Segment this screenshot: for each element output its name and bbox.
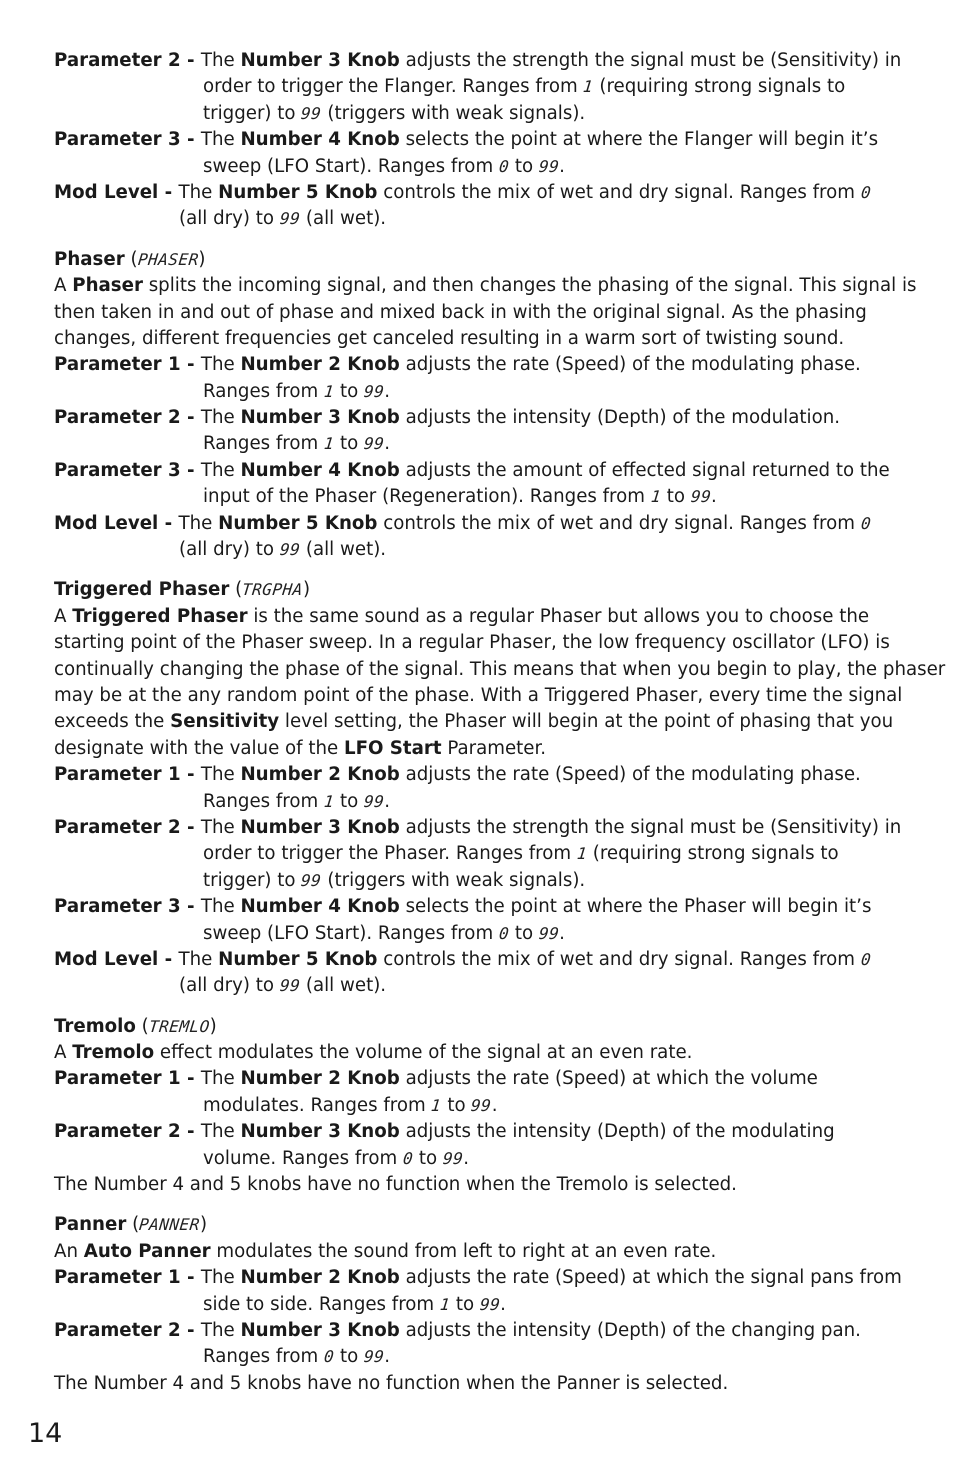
flanger-param2-line2: order to trigger the Flanger. Ranges from 1 (requiring strong signals to (54, 74, 904, 100)
phaser-mod-line2: (all dry) to 99 (all wet). (54, 537, 904, 563)
lcd-value: 99 (537, 923, 561, 943)
trig-mod-line1: Mod Level - The Number 5 Knob controls the mix of wet and dry signal. Ranges from 0 (54, 947, 904, 973)
lcd-value: 0 (859, 182, 872, 202)
panner-param1-line2: side to side. Ranges from 1 to 99. (54, 1292, 904, 1318)
trig-phaser-intro-2: starting point of the Phaser sweep. In a regular Phaser, the low frequency oscillator (LFO) is (54, 632, 890, 654)
trig-param2-line1: Parameter 2 - The Number 3 Knob adjusts the strength the signal must be (Sensitivity) in (54, 816, 902, 838)
panner-heading: Panner (PANNER) (54, 1212, 904, 1238)
trig-param3-line2: sweep (LFO Start). Ranges from 0 to 99. (54, 921, 904, 947)
lcd-value: 99 (478, 1294, 502, 1314)
lcd-value: 0 (498, 156, 511, 176)
manual-page (54, 48, 946, 1397)
lcd-value: 99 (363, 381, 386, 401)
tremolo-param2-line1: Parameter 2 - The Number 3 Knob adjusts the intensity (Depth) of the modulating (54, 1121, 835, 1143)
panner-param1-line1: Parameter 1 - The Number 2 Knob adjusts the rate (Speed) at which the signal pans from (54, 1267, 902, 1289)
phaser-param2-line1: Parameter 2 - The Number 3 Knob adjusts the intensity (Depth) of the modulation. (54, 407, 841, 429)
lcd-value: 1 (323, 434, 336, 454)
lcd-code: PHASER (136, 249, 200, 269)
panner-note: The Number 4 and 5 knobs have no function when the Panner is selected. (54, 1372, 729, 1394)
tremolo-param1-line2: modulates. Ranges from 1 to 99. (54, 1093, 904, 1119)
phaser-param3-line2: input of the Phaser (Regeneration). Ranges from 1 to 99. (54, 484, 904, 510)
trig-phaser-intro-6: designate with the value of the LFO Start Parameter. (54, 737, 547, 759)
lcd-value: 0 (323, 1347, 336, 1367)
phaser-intro-3: changes, different frequencies get canceled resulting in a warm sort of twisting sound. (54, 327, 845, 349)
flanger-param3-line1: Parameter 3 - The Number 4 Knob selects the point at where the Flanger will begin it’s (54, 129, 879, 151)
lcd-value: 99 (363, 791, 386, 811)
lcd-value: 99 (300, 870, 323, 890)
lcd-value: 1 (323, 381, 336, 401)
trig-phaser-intro-1: A Triggered Phaser is the same sound as a regular Phaser but allows you to choose the (54, 605, 870, 627)
trig-phaser-intro-4: may be at the any random point of the phase. With a Triggered Phaser, every time the signal (54, 684, 903, 706)
trig-param2-line2: order to trigger the Phaser. Ranges from 1 (requiring strong signals to (54, 841, 904, 867)
phaser-mod-line1: Mod Level - The Number 5 Knob controls the mix of wet and dry signal. Ranges from 0 (54, 511, 904, 537)
lcd-value: 1 (582, 77, 595, 97)
lcd-code: PANNER (138, 1215, 202, 1235)
trig-param3-line1: Parameter 3 - The Number 4 Knob selects the point at where the Phaser will begin it’s (54, 896, 872, 918)
lcd-value: 0 (402, 1148, 415, 1168)
lcd-value: 99 (363, 1347, 386, 1367)
phaser-heading: Phaser (PHASER) (54, 247, 904, 273)
phaser-param1-line1: Parameter 1 - The Number 2 Knob adjusts the rate (Speed) of the modulating phase. (54, 354, 861, 376)
trig-mod-line2: (all dry) to 99 (all wet). (54, 973, 904, 999)
trig-phaser-intro-3: continually changing the phase of the signal. This means that when you begin to play, the phaser (54, 658, 946, 680)
tremolo-note: The Number 4 and 5 knobs have no function when the Tremolo is selected. (54, 1174, 737, 1196)
trig-param2-line3: trigger) to 99 (triggers with weak signals). (54, 868, 904, 894)
lcd-value: 99 (278, 976, 302, 996)
param-label: Parameter 2 - (54, 50, 201, 71)
page-number: 14 (28, 1418, 63, 1449)
phaser-intro-2: then taken in and out of phase and mixed back in with the original signal. As the phasing (54, 301, 867, 323)
lcd-value: 0 (859, 513, 872, 533)
phaser-param1-line2: Ranges from 1 to 99. (54, 379, 904, 405)
lcd-value: 1 (323, 791, 336, 811)
lcd-value: 99 (441, 1148, 465, 1168)
lcd-code: TRGPHA (241, 580, 305, 600)
lcd-value: 1 (649, 487, 662, 507)
phaser-param2-line2: Ranges from 1 to 99. (54, 431, 904, 457)
flanger-mod-line2: (all dry) to 99 (all wet). (54, 206, 904, 232)
phaser-param3-line1: Parameter 3 - The Number 4 Knob adjusts the amount of effected signal returned to the (54, 459, 890, 481)
lcd-value: 1 (430, 1095, 443, 1115)
flanger-param2-line3: trigger) to 99 (triggers with weak signals). (54, 101, 904, 127)
tremolo-intro: A Tremolo effect modulates the volume of the signal at an even rate. (54, 1042, 693, 1064)
lcd-value: 1 (438, 1294, 452, 1314)
panner-param2-line1: Parameter 2 - The Number 3 Knob adjusts the intensity (Depth) of the changing pan. (54, 1319, 861, 1341)
trig-param1-line1: Parameter 1 - The Number 2 Knob adjusts the rate (Speed) of the modulating phase. (54, 764, 861, 786)
lcd-value: 99 (278, 540, 302, 560)
panner-param2-line2: Ranges from 0 to 99. (54, 1344, 904, 1370)
trig-param1-line2: Ranges from 1 to 99. (54, 789, 904, 815)
lcd-value: 99 (278, 209, 302, 229)
tremolo-heading: Tremolo (TREMLO) (54, 1014, 904, 1040)
lcd-value: 99 (537, 156, 561, 176)
lcd-value: 99 (363, 434, 386, 454)
lcd-value: 0 (859, 949, 872, 969)
flanger-mod-line1: Mod Level - The Number 5 Knob controls the mix of wet and dry signal. Ranges from 0 (54, 180, 904, 206)
lcd-code: TREMLO (147, 1016, 211, 1036)
lcd-value: 99 (689, 487, 713, 507)
phaser-intro-1: A Phaser splits the incoming signal, and then changes the phasing of the signal. This signal is (54, 275, 917, 297)
lcd-value: 99 (470, 1095, 493, 1115)
panner-intro: An Auto Panner modulates the sound from left to right at an even rate. (54, 1240, 717, 1262)
flanger-param2-line1: Parameter 2 - The Number 3 Knob adjusts the strength the signal must be (Sensitivity) in (54, 50, 902, 71)
lcd-value: 99 (300, 103, 323, 123)
trig-phaser-heading: Triggered Phaser (TRGPHA) (54, 577, 904, 603)
trig-phaser-intro-5: exceeds the Sensitivity level setting, the Phaser will begin at the point of phasing that you (54, 711, 894, 733)
tremolo-param1-line1: Parameter 1 - The Number 2 Knob adjusts the rate (Speed) at which the volume (54, 1068, 818, 1090)
lcd-value: 1 (575, 844, 589, 864)
flanger-param3-line2: sweep (LFO Start). Ranges from 0 to 99. (54, 154, 904, 180)
tremolo-param2-line2: volume. Ranges from 0 to 99. (54, 1146, 904, 1172)
lcd-value: 0 (498, 923, 511, 943)
